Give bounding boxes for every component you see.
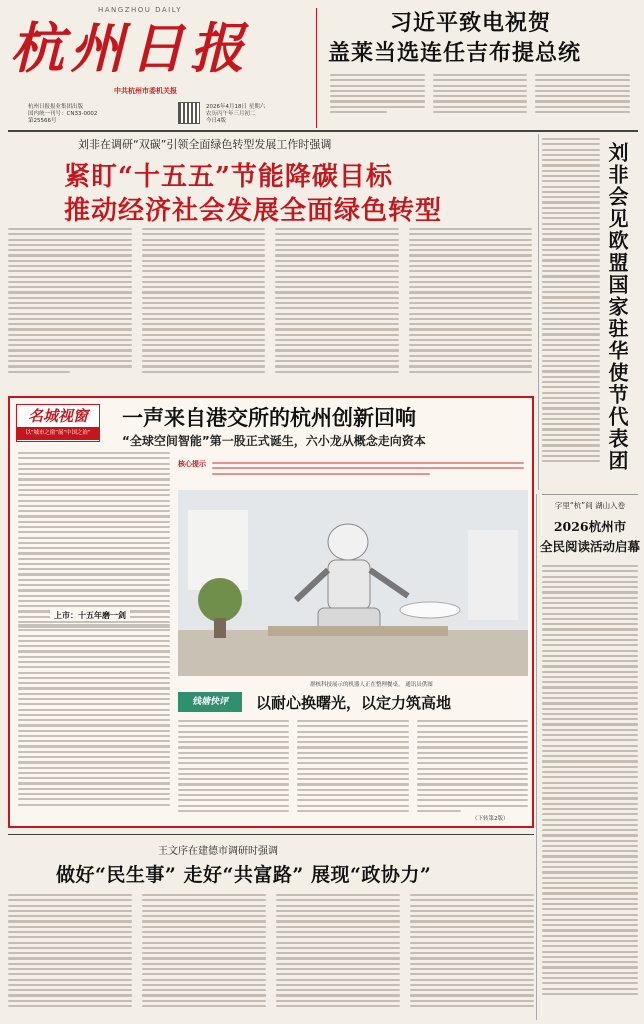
lead-story-body [8,228,532,388]
masthead-pinyin: HANGZHOU DAILY [98,6,182,14]
feature-subtitle-1: 上市：十五年磨一剑 [50,610,130,621]
core-tip [178,458,528,486]
qr-code-icon [178,102,200,124]
feature-box [8,396,534,828]
right-story [542,134,638,490]
reading-headline-1: 2026杭州市 [553,519,627,534]
lead-story-headline-1: 紧盯“十五五”节能降碳目标 [64,162,393,192]
top-story-headline-1: 习近平致电祝贺 [390,10,552,36]
top-story-headline-2: 盖莱当选连任吉布提总统 [328,40,582,66]
masthead-date: 2026年4月18日 星期六 [206,104,266,110]
reading-body [540,565,640,1024]
reading-top-rule [542,494,638,495]
right-column-divider [538,134,539,490]
feature-headline: 一声来自港交所的杭州创新回响 [122,405,416,430]
bottom-story [8,838,534,1020]
commentary-body [178,720,528,820]
bottom-headline: 做好“民生事” 走好“共富路” 展现“政协力” [56,864,432,886]
core-tip-body [212,462,524,484]
reading-story [540,498,640,1020]
masthead-date-block [206,104,316,125]
lead-story-kicker: 刘非在调研“双碳”引领全面绿色转型发展工作时强调 [78,138,332,151]
robot-illustration [178,490,528,676]
commentary-label-text: 钱塘快评 [191,697,228,707]
feature-photo-caption: 群核科技展示的机器人正在整理餐桌。 通讯员供图 [310,682,433,688]
feature-column-title: 名城视窗 [27,407,88,425]
masthead-logo: 杭州日报 [10,16,250,80]
lead-story [8,134,532,394]
top-story [322,4,638,128]
masthead-issn: 国内统一刊号：CN33-0002 [28,111,98,117]
masthead-divider [316,8,317,128]
commentary-headline: 以耐心换曙光，以定力筑高地 [256,694,452,712]
top-rule [8,130,638,132]
commentary-continue: （下转第2版） [472,816,509,822]
masthead-issue: 第25566号 [28,118,57,124]
masthead-lunar: 农历丙午年三月初二 [206,111,256,117]
feature-column-sub: 以“城市之窗”展“中国之治” [17,427,99,440]
bottom-rule [8,834,534,835]
masthead-left-info [28,104,128,125]
reading-headline-2: 全民阅读活动启幕 [540,539,641,554]
top-story-body [330,74,630,122]
masthead-pages: 今日4版 [206,118,226,124]
reading-column-divider [536,494,537,1020]
bottom-kicker: 王文序在建德市调研时强调 [158,846,278,857]
feature-body-left-2 [18,624,170,820]
right-story-body [542,138,600,486]
masthead-group: 杭州日报报业集团出版 [28,104,84,110]
feature-photo [178,490,528,676]
commentary-label [178,692,242,712]
right-story-headline: 刘非会见欧盟国家驻华使节代表团 [605,142,629,472]
lead-story-headline-2: 推动经济社会发展全面绿色转型 [64,196,443,226]
core-tip-label: 核心提示 [178,460,206,468]
masthead [8,6,316,124]
masthead-publisher: 中共杭州市委机关报 [114,87,177,95]
feature-column-label [16,404,100,442]
reading-kicker: 字里“杭”间 湖山入卷 [554,501,626,510]
bottom-story-body [8,894,534,1018]
feature-subhead: “全球空间智能”第一股正式诞生，六小龙从概念走向资本 [122,434,426,448]
